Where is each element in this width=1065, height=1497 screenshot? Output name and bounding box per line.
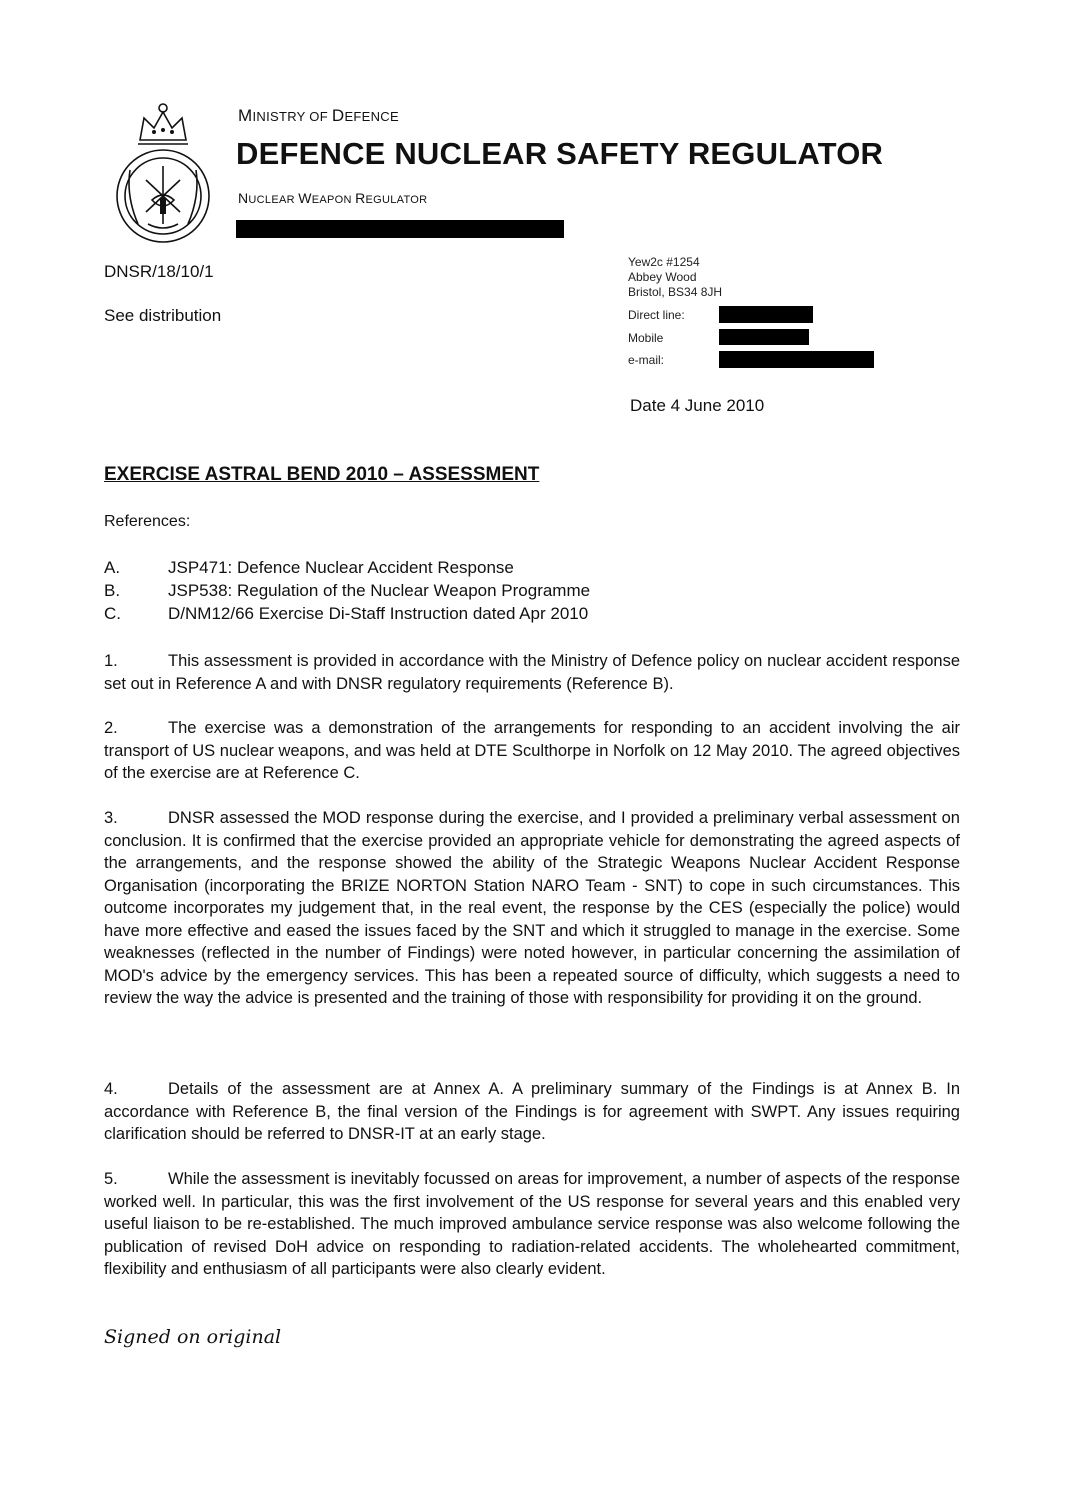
reference-item: B. JSP538: Regulation of the Nuclear Weapon Programme: [104, 581, 591, 600]
mobile-label: Mobile: [628, 331, 664, 345]
paragraph-1: 1. This assessment is provided in accordance with the Ministry of Defence policy on nuclear accident response set out in Reference A and with DNSR regulatory requirements (Reference B).: [104, 652, 960, 693]
address-line: Yew2c #1254: [628, 255, 700, 269]
references-heading: References:: [104, 513, 191, 530]
regulator-title: DEFENCE NUCLEAR SAFETY REGULATOR: [236, 136, 884, 171]
subject-heading: EXERCISE ASTRAL BEND 2010 – ASSESSMENT: [104, 464, 540, 485]
reference-item: C. D/NM12/66 Exercise Di-Staff Instruction dated Apr 2010: [104, 604, 589, 623]
document-reference: DNSR/18/10/1: [104, 262, 214, 281]
paragraph-4: 4. Details of the assessment are at Annex A. A preliminary summary of the Findings is at Annex B. In accordance with Reference B, the final version of the Findings is for agreement with SWPT. Any issues requiring clarification should be referred to DNSR-IT at an early stage.: [104, 1080, 960, 1143]
paragraph-2: 2. The exercise was a demonstration of the arrangements for responding to an accident involving the air transport of US nuclear weapons, and was held at DTE Sculthorpe in Norfolk on 12 May 2010. The agreed objectives of the exercise are at Reference C.: [104, 719, 960, 782]
sub-regulator: NUCLEAR WEAPON REGULATOR: [238, 190, 428, 206]
email-label: e-mail:: [628, 353, 665, 367]
redaction-bar-email: [719, 351, 874, 368]
paragraph-3: 3. DNSR assessed the MOD response during the exercise, and I provided a preliminary verbal assessment on conclusion. It is confirmed that the exercise provided an appropriate vehicle for demonstrating the agreed aspects of the arrangements, and the response showed the ability of the Strategic Weapons Nuclear Accident Response Organisation (incorporating the BRIZE NORTON Station NARO Team - SNT) to cope in such circumstances. This outcome incorporates my judgement that, in the real event, the response by the CES (especially the police) would have more effective and eased the issues faced by the SNT and which it struggled to manage in the exercise. Some weaknesses (reflected in the number of Findings) were noted however, in particular concerning the assimilation of MOD's advice by the emergency services. This has been a repeated source of difficulty, which suggests a need to review the way the advice is presented and the training of those with responsibility for providing it on the ground.: [104, 809, 960, 1007]
paragraph-5: 5. While the assessment is inevitably focussed on areas for improvement, a number of aspects of the response worked well. In particular, this was the first involvement of the US response for several years and this enabled very useful liaison to be re-established. The much improved ambulance service response was also welcome following the publication of revised DoH advice on responding to radiation-related accidents. The wholehearted commitment, flexibility and enthusiasm of all participants were also clearly evident.: [104, 1170, 960, 1278]
address-line: Bristol, BS34 8JH: [628, 285, 723, 299]
direct-line-label: Direct line:: [628, 308, 685, 322]
distribution-note: See distribution: [104, 306, 222, 325]
redaction-bar-header: [236, 220, 564, 238]
sender-address: [628, 255, 722, 300]
redaction-bar-mobile: [719, 329, 809, 345]
address-line: Abbey Wood: [628, 270, 697, 284]
ministry-name: MINISTRY OF DEFENCE: [238, 106, 399, 125]
signature: Signed on original: [104, 1326, 282, 1348]
royal-crest-icon: [108, 100, 218, 250]
redaction-bar-direct: [719, 306, 813, 323]
reference-item: A. JSP471: Defence Nuclear Accident Response: [104, 558, 514, 577]
letter-date: Date 4 June 2010: [630, 396, 765, 415]
